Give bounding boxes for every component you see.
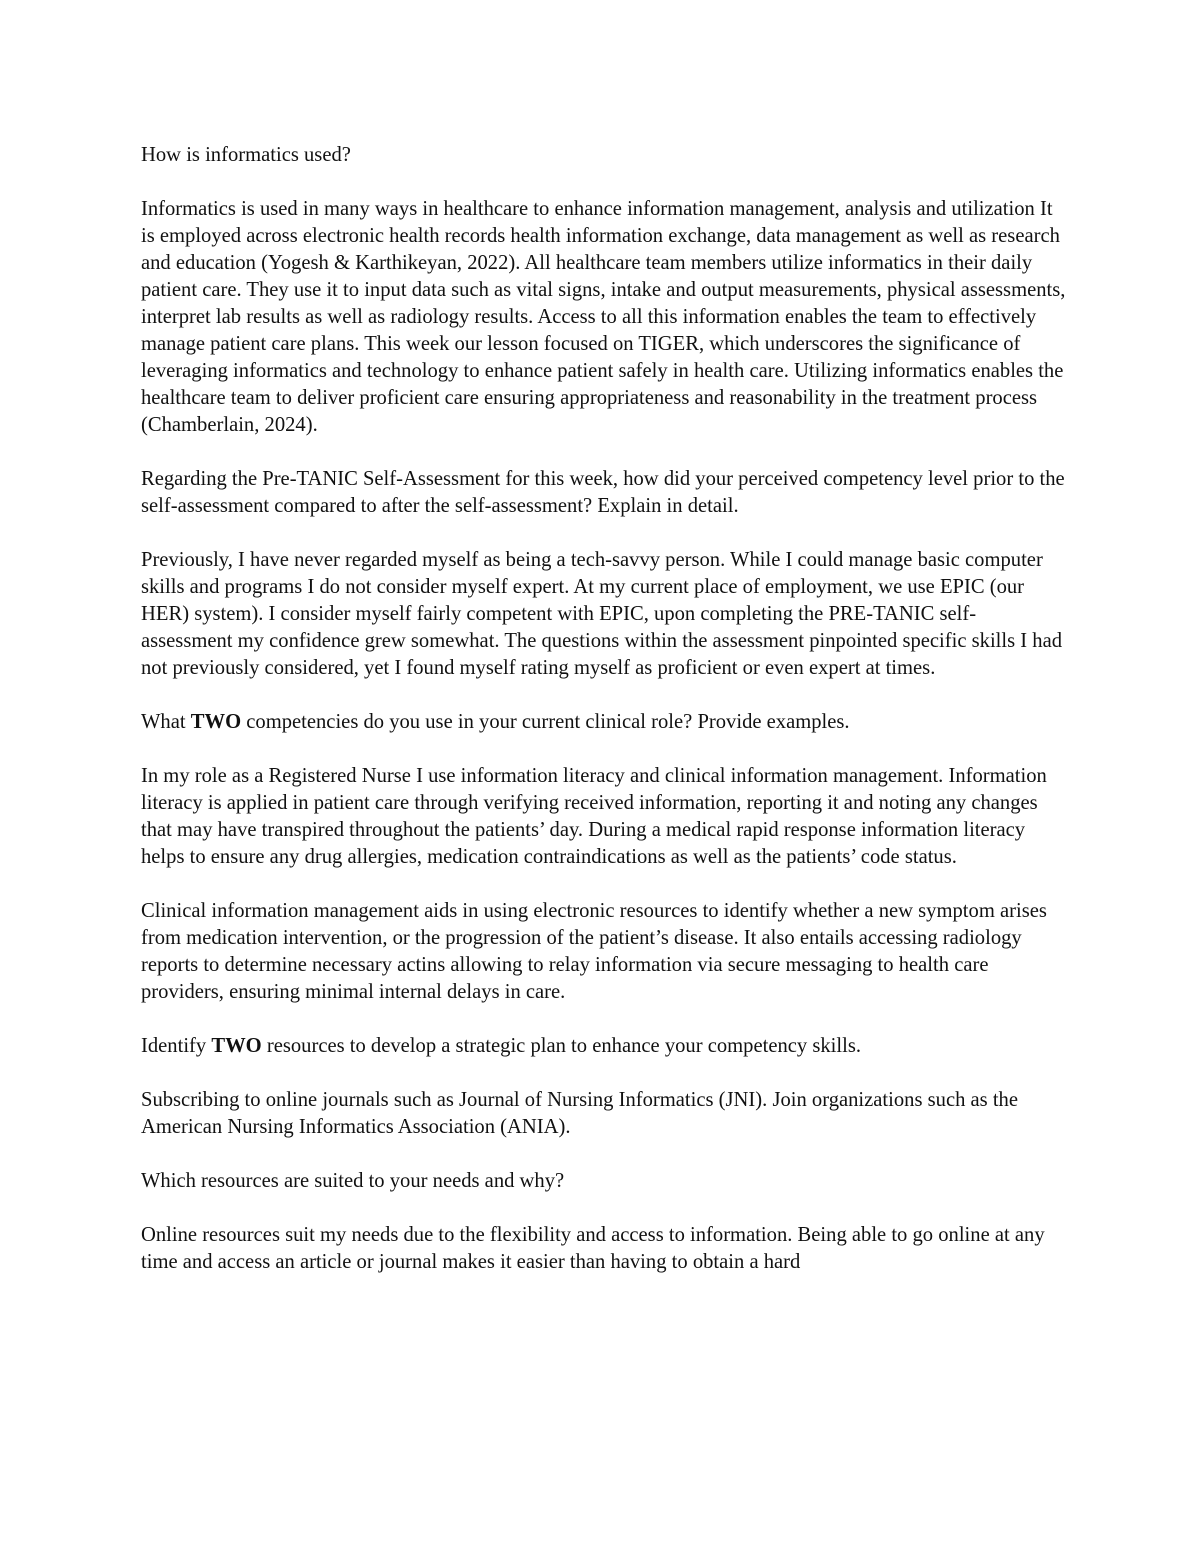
question-two-competencies-bold: TWO: [190, 711, 242, 733]
answer-information-literacy: In my role as a Registered Nurse I use information literacy and clinical information management. Information literacy is applied in patient care through verifying received information, reporting it and noting any changes that may have transpired throughout the patients’ day. During a medical rapid response information literacy helps to ensure any drug allergies, medication contraindications as well as the patients’ code status.: [141, 765, 1047, 868]
question-resources-suited: Which resources are suited to your needs and why?: [141, 1170, 565, 1192]
question-two-resources: [141, 1033, 1066, 1060]
answer-two-resources: Subscribing to online journals such as Journal of Nursing Informatics (JNI). Join organizations such as the American Nursing Informatics Association (ANIA).: [141, 1089, 1018, 1138]
question-two-resources-bold: TWO: [211, 1035, 262, 1057]
question-two-competencies: [141, 709, 1066, 736]
question-two-resources-pre: Identify: [141, 1035, 212, 1057]
answer-how-informatics-used: Informatics is used in many ways in healthcare to enhance information management, analysis and utilization It is employed across electronic health records health information exchange, data management as well as research and education (Yogesh & Karthikeyan, 2022). All healthcare team members utilize informatics in their daily patient care. They use it to input data such as vital signs, intake and output measurements, physical assessments, interpret lab results as well as radiology results. Access to all this information enables the team to effectively manage patient care plans. This week our lesson focused on TIGER, which underscores the significance of leveraging informatics and technology to enhance patient safely in health care. Utilizing informatics enables the healthcare team to deliver proficient care ensuring appropriateness and reasonability in the treatment process (Chamberlain, 2024).: [141, 198, 1066, 436]
question-two-competencies-pre: What: [141, 711, 191, 733]
answer-resources-suited: Online resources suit my needs due to the flexibility and access to information. Being able to go online at any time and access an article or journal makes it easier than having to obtain a hard: [141, 1224, 1045, 1273]
question-how-informatics-used: How is informatics used?: [141, 144, 351, 166]
answer-pre-tanic-assessment: Previously, I have never regarded myself as being a tech-savvy person. While I could manage basic computer skills and programs I do not consider myself expert. At my current place of employment, we use EPIC (our HER) system). I consider myself fairly competent with EPIC, upon completing the PRE-TANIC self-assessment my confidence grew somewhat. The questions within the assessment pinpointed specific skills I had not previously considered, yet I found myself rating myself as proficient or even expert at times.: [141, 549, 1063, 679]
question-two-resources-post: resources to develop a strategic plan to enhance your competency skills.: [261, 1035, 862, 1057]
question-pre-tanic-assessment: Regarding the Pre-TANIC Self-Assessment for this week, how did your perceived competency level prior to the self-assessment compared to after the self-assessment? Explain in detail.: [141, 468, 1065, 517]
document-page: [141, 142, 1066, 1303]
question-two-competencies-post: competencies do you use in your current clinical role? Provide examples.: [241, 711, 850, 733]
answer-clinical-information-management: Clinical information management aids in using electronic resources to identify whether a new symptom arises from medication intervention, or the progression of the patient’s disease. It also entails accessing radiology reports to determine necessary actins allowing to relay information via secure messaging to health care providers, ensuring minimal internal delays in care.: [141, 900, 1047, 1003]
